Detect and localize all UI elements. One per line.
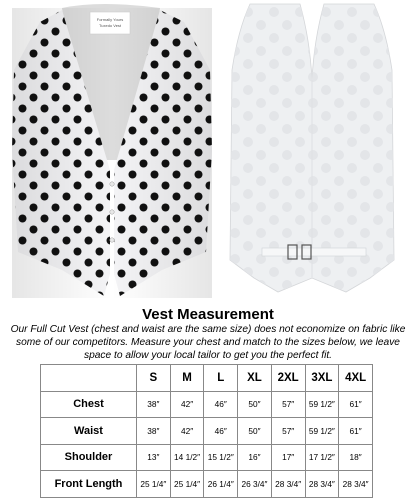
measurement-cell: 26 1/4″	[204, 471, 238, 498]
measurement-cell: 46″	[204, 418, 238, 445]
measurement-cell: 16″	[238, 444, 272, 471]
measurement-cell: 14 1/2″	[170, 444, 204, 471]
table-row	[41, 471, 373, 498]
measurement-cell: 25 1/4″	[137, 471, 171, 498]
row-label: Shoulder	[41, 444, 137, 471]
vest-front	[12, 4, 212, 298]
measurement-cell: 46″	[204, 391, 238, 418]
measurement-cell: 15 1/2″	[204, 444, 238, 471]
measurement-cell: 42″	[170, 391, 204, 418]
size-header-cell: XL	[238, 365, 272, 392]
measurement-cell: 57″	[271, 391, 305, 418]
measurement-cell: 42″	[170, 418, 204, 445]
measurement-cell: 28 3/4″	[271, 471, 305, 498]
size-header-cell: 3XL	[305, 365, 339, 392]
measurement-cell: 25 1/4″	[170, 471, 204, 498]
measurement-cell: 13″	[137, 444, 171, 471]
corner-cell	[41, 365, 137, 392]
table-row	[41, 418, 373, 445]
table-row	[41, 444, 373, 471]
size-header-row	[41, 365, 373, 392]
size-header-cell: 4XL	[339, 365, 373, 392]
size-header-cell: 2XL	[271, 365, 305, 392]
row-label: Front Length	[41, 471, 137, 498]
measurement-cell: 59 1/2″	[305, 391, 339, 418]
size-header-cell: S	[137, 365, 171, 392]
measurement-cell: 26 3/4″	[238, 471, 272, 498]
measurement-cell: 57″	[271, 418, 305, 445]
measurement-cell: 50″	[238, 418, 272, 445]
measurement-cell: 17 1/2″	[305, 444, 339, 471]
vest-back	[230, 4, 394, 292]
size-header-cell: M	[170, 365, 204, 392]
table-row	[41, 391, 373, 418]
size-chart-table	[40, 364, 373, 498]
measurement-cell: 61″	[339, 418, 373, 445]
vest-label-line-1: Formally Yours	[96, 17, 124, 22]
measurement-cell: 38″	[137, 391, 171, 418]
vest-description: Our Full Cut Vest (chest and waist are the same size) does not economize on fabric like some of our competitors. Measure your chest and match to the sizes below, we leave space to allow your local tailor to get you the perfect fit.	[10, 324, 406, 361]
measurement-cell: 61″	[339, 391, 373, 418]
measurement-cell: 50″	[238, 391, 272, 418]
vest-label-line-2: Tuxedo Vest	[98, 23, 122, 28]
measurement-cell: 59 1/2″	[305, 418, 339, 445]
measurement-cell: 18″	[339, 444, 373, 471]
measurement-cell: 28 3/4″	[339, 471, 373, 498]
page-title: Vest Measurement	[142, 306, 274, 323]
row-label: Waist	[41, 418, 137, 445]
measurement-cell: 17″	[271, 444, 305, 471]
size-header-cell: L	[204, 365, 238, 392]
row-label: Chest	[41, 391, 137, 418]
measurement-cell: 28 3/4″	[305, 471, 339, 498]
measurement-cell: 38″	[137, 418, 171, 445]
